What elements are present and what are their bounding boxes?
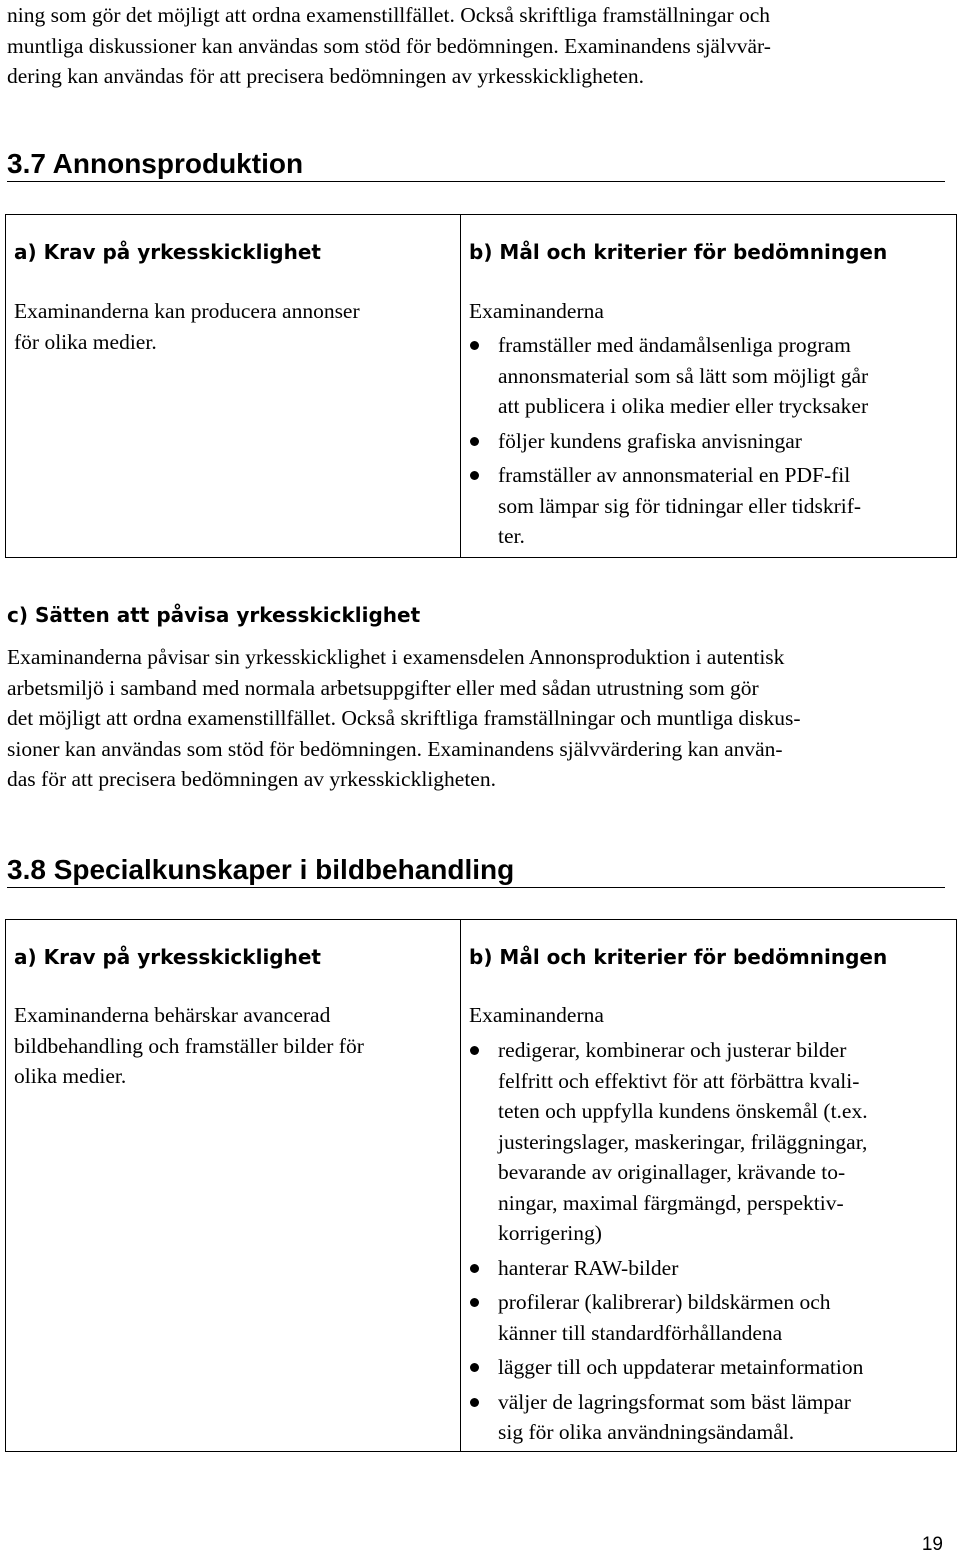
list-item: lägger till och uppdaterar metainformation <box>469 1352 948 1383</box>
intro-line: muntliga diskussioner kan användas som stöd för bedömningen. Examinandens självvär- <box>7 33 771 58</box>
bullet-icon <box>470 437 479 446</box>
bullet-icon <box>470 471 479 480</box>
page-number: 19 <box>921 1534 943 1555</box>
column-b <box>460 920 956 1451</box>
column-b-intro: Examinanderna <box>469 299 604 323</box>
bullet-icon <box>470 1398 479 1407</box>
bullet-icon <box>470 1264 479 1273</box>
list-item: redigerar, kombinerar och justerar bilder felfritt och effektivt för att förbättra kvali- teten och uppfylla kundens önskemål (t.ex. justeringslager, maskeringar, friläggningar, bevarande av originallager, krävande to- ningar, maximal färgmängd, perspektiv- korrigering) <box>469 1035 948 1249</box>
criteria-list <box>469 330 948 556</box>
list-item: följer kundens grafiska anvisningar <box>469 426 948 457</box>
column-b-heading: b) Mål och kriterier för bedömningen <box>469 240 888 264</box>
list-item: profilerar (kalibrerar) bildskärmen och känner till standardförhållandena <box>469 1287 948 1348</box>
intro-line: ning som gör det möjligt att ordna examenstillfället. Också skriftliga framställningar och <box>7 3 771 27</box>
section-c-paragraph: Examinanderna påvisar sin yrkesskicklighet i examensdelen Annonsproduktion i autentisk arbetsmiljö i samband med normala arbetsuppgifter eller med sådan utrustning som gör det möjligt att ordna examenstillfället. Också skriftliga framställningar och muntliga diskus- sioner kan användas som stöd för bedömningen. Examinandens självvärdering kan använ- das för att precisera bedömningen av yrkesskickligheten. <box>7 645 801 791</box>
column-b <box>460 215 956 557</box>
column-a <box>6 920 460 1451</box>
list-item: framställer av annonsmaterial en PDF-fil som lämpar sig för tidningar eller tidskrif- ter. <box>469 460 948 552</box>
column-b-heading: b) Mål och kriterier för bedömningen <box>469 945 888 969</box>
column-a-heading: a) Krav på yrkesskicklighet <box>14 240 321 264</box>
column-a-text: Examinanderna kan producera annonser för olika medier. <box>14 299 360 354</box>
intro-line: dering kan användas för att precisera bedömningen av yrkesskickligheten. <box>7 64 645 88</box>
column-a-heading: a) Krav på yrkesskicklighet <box>14 945 321 969</box>
intro-paragraph <box>7 0 947 92</box>
criteria-list <box>469 1035 948 1452</box>
list-item: framställer med ändamålsenliga program annonsmaterial som så lätt som möjligt går att publicera i olika medier eller trycksaker <box>469 330 948 422</box>
column-a-text: Examinanderna behärskar avancerad bildbehandling och framställer bilder för olika medier. <box>14 1003 364 1088</box>
criteria-table-3-8 <box>5 919 957 1452</box>
section-c-heading: c) Sätten att påvisa yrkesskicklighet <box>7 603 421 627</box>
column-b-intro: Examinanderna <box>469 1003 604 1027</box>
bullet-icon <box>470 1046 479 1055</box>
bullet-icon <box>470 1363 479 1372</box>
section-heading-3-8: 3.8 Specialkunskaper i bildbehandling <box>7 853 945 888</box>
section-heading-3-7: 3.7 Annonsproduktion <box>7 147 945 182</box>
bullet-icon <box>470 341 479 350</box>
bullet-icon <box>470 1298 479 1307</box>
column-a <box>6 215 460 557</box>
list-item: väljer de lagringsformat som bäst lämpar sig för olika användningsändamål. <box>469 1387 948 1448</box>
criteria-table-3-7 <box>5 214 957 558</box>
list-item: hanterar RAW-bilder <box>469 1253 948 1284</box>
